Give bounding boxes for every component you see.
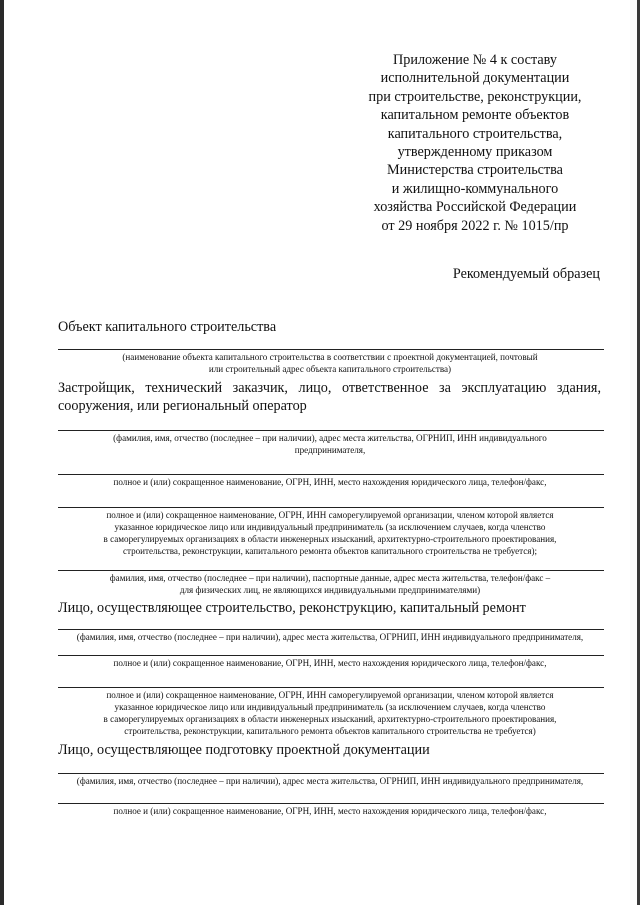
builder-legal-caption	[50, 657, 610, 669]
object-caption	[50, 351, 610, 375]
designer-legal-caption	[50, 805, 610, 817]
caption-line: полное и (или) сокращенное наименование, ОГРН, ИНН, место нахождения юридического лица, телефон/факс,	[113, 806, 547, 816]
caption-line: указанное юридическое лицо или индивидуальный предприниматель (за исключением случаев, когда членство	[114, 522, 546, 532]
builder-heading: Лицо, осуществляющее строительство, реконструкцию, капитальный ремонт	[58, 600, 526, 616]
appendix-line: и жилищно-коммунального	[391, 180, 559, 197]
caption-line: строительства, реконструкции, капитального ремонта объектов капитального строительства не требуется);	[122, 546, 538, 556]
caption-line: строительства, реконструкции, капитального ремонта объектов капитального строительства не требуется)	[124, 726, 536, 736]
appendix-line: утвержденному приказом	[397, 144, 553, 161]
designer-individual-fill-line[interactable]	[58, 773, 604, 774]
developer-person-fill-line[interactable]	[58, 570, 604, 571]
developer-individual-fill-line[interactable]	[58, 430, 604, 431]
appendix-line: при строительстве, реконструкции,	[368, 88, 582, 105]
caption-line: для физических лиц, не являющихся индивидуальными предпринимателями)	[179, 585, 481, 595]
designer-legal-fill-line[interactable]	[58, 803, 604, 804]
object-heading: Объект капитального строительства	[58, 319, 277, 335]
caption-line: полное и (или) сокращенное наименование, ОГРН, ИНН саморегулируемой организации, членом которой является	[106, 510, 554, 520]
caption-line: или строительный адрес объекта капитального строительства)	[208, 364, 452, 374]
builder-individual-fill-line[interactable]	[58, 629, 604, 630]
appendix-header	[340, 51, 610, 235]
caption-line: (фамилия, имя, отчество (последнее – при наличии), адрес места жительства, ОГРНИП, ИНН индивидуального	[113, 433, 547, 443]
caption-line: (наименование объекта капитального строительства в соответствии с проектной документацией, почтовый	[122, 352, 538, 362]
builder-legal-fill-line[interactable]	[58, 655, 604, 656]
caption-line: полное и (или) сокращенное наименование, ОГРН, ИНН, место нахождения юридического лица, телефон/факс,	[113, 477, 547, 487]
designer-heading: Лицо, осуществляющее подготовку проектной документации	[58, 742, 430, 758]
caption-line: предпринимателя,	[294, 445, 366, 455]
developer-sro-fill-line[interactable]	[58, 507, 604, 508]
developer-legal-fill-line[interactable]	[58, 474, 604, 475]
developer-individual-caption	[50, 432, 610, 456]
builder-individual-caption	[50, 631, 610, 643]
builder-sro-caption	[50, 689, 610, 737]
caption-line: указанное юридическое лицо или индивидуальный предприниматель (за исключением случаев, когда членство	[114, 702, 546, 712]
designer-individual-caption	[50, 775, 610, 787]
appendix-line: Министерства строительства	[387, 162, 563, 179]
developer-sro-caption	[50, 509, 610, 557]
developer-person-caption	[50, 572, 610, 596]
developer-legal-caption	[50, 476, 610, 488]
scan-edge-left	[0, 0, 4, 905]
caption-line: полное и (или) сокращенное наименование, ОГРН, ИНН, место нахождения юридического лица, телефон/факс,	[113, 658, 547, 668]
caption-line: (фамилия, имя, отчество (последнее – при наличии), адрес места жительства, ОГРНИП, ИНН индивидуального предпринимателя,	[76, 632, 584, 642]
appendix-line: Приложение № 4 к составу	[393, 52, 557, 68]
recommended-sample-label: Рекомендуемый образец	[452, 266, 600, 282]
appendix-line: исполнительной документации	[380, 70, 570, 87]
caption-line: полное и (или) сокращенное наименование, ОГРН, ИНН саморегулируемой организации, членом которой является	[106, 690, 554, 700]
object-fill-line[interactable]	[58, 349, 604, 350]
builder-sro-fill-line[interactable]	[58, 687, 604, 688]
caption-line: в саморегулируемых организациях в области инженерных изысканий, архитектурно-строительного проектирования,	[103, 714, 557, 724]
appendix-line: от 29 ноября 2022 г. № 1015/пр	[381, 217, 569, 234]
appendix-line: капитального строительства,	[387, 125, 563, 142]
appendix-line: хозяйства Российской Федерации	[373, 199, 577, 216]
developer-heading: Застройщик, технический заказчик, лицо, ответственное за эксплуатацию здания, сооружения, или региональный оператор	[58, 380, 601, 414]
caption-line: в саморегулируемых организациях в области инженерных изысканий, архитектурно-строительного проектирования,	[103, 534, 557, 544]
caption-line: (фамилия, имя, отчество (последнее – при наличии), адрес места жительства, ОГРНИП, ИНН индивидуального предпринимателя,	[76, 776, 584, 786]
caption-line: фамилия, имя, отчество (последнее – при наличии), паспортные данные, адрес места жительства, телефон/факс –	[109, 573, 551, 583]
appendix-line: капитальном ремонте объектов	[380, 107, 570, 124]
